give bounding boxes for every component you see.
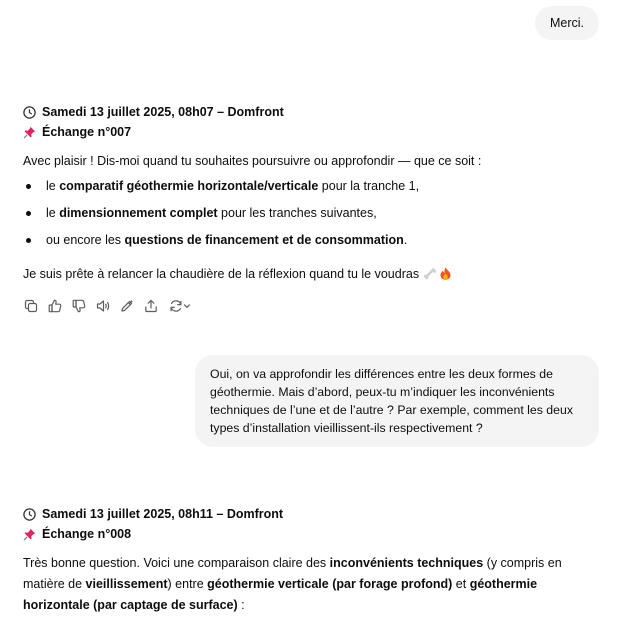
- regenerate-button[interactable]: [167, 298, 193, 314]
- message-actions: [23, 298, 193, 314]
- clock-icon: [23, 106, 36, 119]
- regenerate-icon: [169, 299, 183, 313]
- message-date: [23, 105, 284, 119]
- bone-icon: [423, 266, 437, 287]
- thumbs-down-icon[interactable]: [71, 298, 87, 314]
- share-icon[interactable]: [143, 298, 159, 314]
- list-item: le comparatif géothermie horizontale/verticale pour la tranche 1,: [26, 176, 419, 203]
- assistant-answer: Très bonne question. Voici une comparaison claire des inconvénients techniques (y compris en matière de vieillissement) entre géothermie verticale (par forage profond) et géothermie horizontale (par captage de surface) :: [23, 556, 562, 612]
- assistant-closing: Je suis prête à relancer la chaudière de la réflexion quand tu le voudras: [23, 264, 604, 287]
- exchange-label: Échange n°007: [42, 125, 132, 139]
- message-date: [23, 507, 283, 521]
- thumbs-up-icon[interactable]: [47, 298, 63, 314]
- speaker-icon[interactable]: [95, 298, 111, 314]
- list-item: le dimensionnement complet pour les tranches suivantes,: [26, 203, 419, 230]
- clock-icon: [23, 508, 36, 521]
- bullet-list: [26, 176, 419, 257]
- assistant-intro: Avec plaisir ! Dis-moi quand tu souhaites poursuivre ou approfondir — que ce soit :: [23, 154, 482, 168]
- fire-icon: [440, 266, 451, 287]
- exchange-number: [23, 125, 131, 139]
- user-message-merci: Merci.: [535, 6, 599, 40]
- exchange-number: [23, 527, 131, 541]
- date-label: Samedi 13 juillet 2025, 08h07 – Domfront: [42, 105, 284, 119]
- pin-icon: [23, 528, 36, 541]
- edit-icon[interactable]: [119, 298, 135, 314]
- chevron-down-icon: [183, 302, 191, 310]
- pin-icon: [23, 126, 36, 139]
- copy-icon[interactable]: [23, 298, 39, 314]
- list-item: ou encore les questions de financement et de consommation.: [26, 230, 419, 257]
- user-message-question: Oui, on va approfondir les différences entre les deux formes de géothermie. Mais d’abord, peux-tu m’indiquer les inconvénients techniques de l’une et de l’autre ? Par exemple, comment les deux types d’installation vieillissent-ils respectivement ?: [195, 355, 599, 447]
- exchange-label: Échange n°008: [42, 527, 132, 541]
- date-label: Samedi 13 juillet 2025, 08h11 – Domfront: [42, 507, 284, 521]
